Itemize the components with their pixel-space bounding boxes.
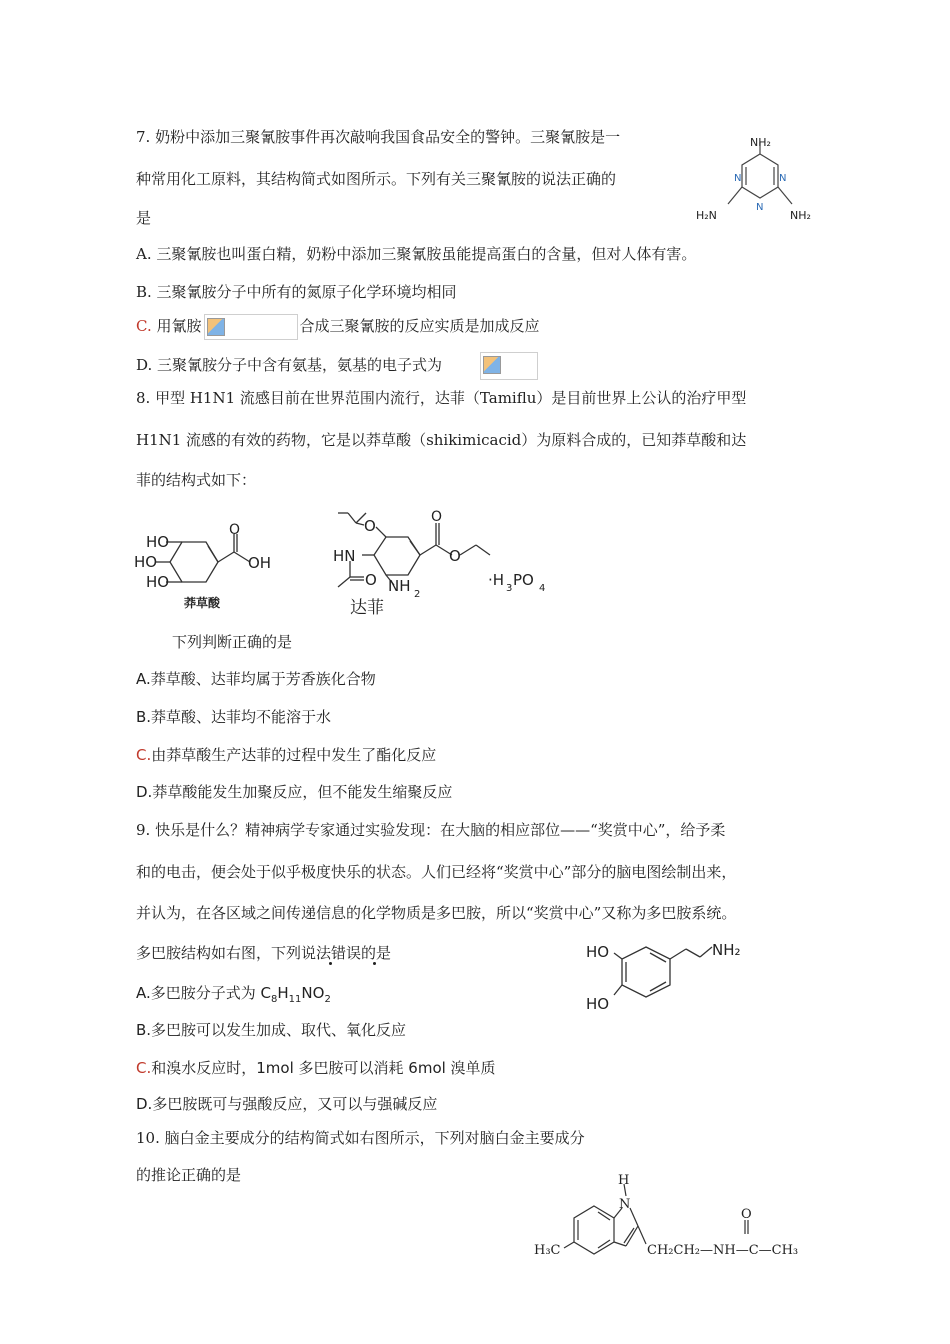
- tamiflu-salt-po: PO: [513, 571, 534, 589]
- melamine-nh2-top: NH₂: [750, 136, 771, 149]
- shikimic-o: O: [229, 522, 241, 538]
- melamine-n-2: N: [779, 173, 787, 184]
- q9-sub-11: 11: [288, 994, 302, 1005]
- q7-option-d-text: D. 三聚氰胺分子中含有氨基，氨基的电子式为: [136, 356, 443, 374]
- q9-h: H: [277, 984, 289, 1002]
- q7-option-b: B. 三聚氰胺分子中所有的氮原子化学环境均相同: [136, 283, 457, 301]
- melatonin-chain: CH₂CH₂—NH—C—CH₃: [647, 1243, 799, 1258]
- shikimic-oh: OH: [248, 554, 272, 572]
- q8-option-b: B.莽草酸、达菲均不能溶于水: [136, 708, 332, 726]
- q9-option-b: B.多巴胺可以发生加成、取代、氧化反应: [136, 1021, 407, 1039]
- q8-option-c: [136, 745, 436, 765]
- emphasis-dot: [373, 962, 376, 965]
- q10-stem-line-1: 10. 脑白金主要成分的结构简式如右图所示，下列对脑白金主要成分: [136, 1129, 585, 1147]
- shikimic-ho-2: HO: [134, 553, 158, 571]
- q8-stem-line-3: 菲的结构式如下：: [136, 471, 257, 489]
- tamiflu-caption: 达菲: [350, 598, 384, 618]
- q9-option-c-letter: C.: [136, 1059, 152, 1077]
- tamiflu-structure: [330, 505, 570, 620]
- tamiflu-hn: HN: [333, 547, 356, 565]
- emphasis-dot: [329, 962, 332, 965]
- q9-option-a-pre: A.多巴胺分子式为 C: [136, 984, 272, 1002]
- q7-option-c-post: 合成三聚氰胺的反应实质是加成反应: [299, 317, 540, 335]
- q8-option-d: D.莽草酸能发生加聚反应，但不能发生缩聚反应: [136, 783, 453, 801]
- q8-option-c-text: 由莽草酸生产达菲的过程中发生了酯化反应: [151, 746, 437, 764]
- broken-image-icon: [480, 352, 538, 380]
- tamiflu-salt-h: ·H: [488, 571, 505, 589]
- dopamine-nh2: NH₂: [712, 941, 741, 959]
- broken-image-icon: [204, 314, 298, 340]
- q9-option-a: [136, 983, 331, 1010]
- shikimic-ho-1: HO: [146, 533, 170, 551]
- q8-prompt: 下列判断正确的是: [172, 633, 293, 651]
- tamiflu-salt-3: 3: [506, 583, 513, 594]
- melatonin-n: N: [619, 1197, 631, 1212]
- tamiflu-salt-4: 4: [539, 583, 546, 594]
- tamiflu-nh-sub: 2: [414, 589, 421, 600]
- tamiflu-o-ester: O: [449, 547, 461, 565]
- dopamine-structure: [580, 935, 760, 1020]
- melatonin-structure: [530, 1168, 800, 1268]
- q8-option-a: A.莽草酸、达菲均属于芳香族化合物: [136, 670, 376, 688]
- tamiflu-nh: NH: [388, 577, 411, 595]
- melatonin-h: H: [618, 1173, 630, 1188]
- q10-stem-line-2: 的推论正确的是: [136, 1166, 242, 1184]
- q7-option-d: [136, 352, 540, 380]
- tamiflu-o-carbonyl: O: [431, 509, 443, 525]
- melamine-structure: [690, 132, 820, 232]
- dopamine-ho-1: HO: [586, 943, 610, 961]
- q7-option-a: A. 三聚氰胺也叫蛋白精，奶粉中添加三聚氰胺虽能提高蛋白的含量，但对人体有害。: [136, 245, 697, 263]
- q9-option-c-text: 和溴水反应时，1mol 多巴胺可以消耗 6mol 溴单质: [151, 1059, 496, 1077]
- q7-stem-line-3: 是: [136, 209, 152, 227]
- q7-option-c-letter: C.: [136, 317, 152, 335]
- q7-option-c-pre: 用氰胺: [151, 317, 202, 335]
- q8-stem-line-2: H1N1 流感的有效的药物，它是以莽草酸（shikimicacid）为原料合成的，已知莽草酸和达: [136, 431, 747, 449]
- q9-stem-line-3: 并认为，在各区域之间传递信息的化学物质是多巴胺，所以“奖赏中心”又称为多巴胺系统。: [136, 904, 737, 922]
- melatonin-h3c: H₃C: [534, 1243, 561, 1258]
- q9-stem-line-2: 和的电击，便会处于似乎极度快乐的状态。人们已经将“奖赏中心”部分的脑电图绘制出来，: [136, 863, 737, 881]
- q8-stem-line-1: 8. 甲型 H1N1 流感目前在世界范围内流行，达菲（Tamiflu）是目前世界上公认的治疗甲型: [136, 389, 747, 407]
- q9-sub-2: 2: [324, 994, 331, 1005]
- q9-no: NO: [301, 984, 325, 1002]
- q7-option-c: [136, 314, 540, 340]
- dopamine-ho-2: HO: [586, 995, 610, 1013]
- melamine-h2n-left: H₂N: [696, 209, 717, 222]
- q9-option-d: D.多巴胺既可与强酸反应，又可以与强碱反应: [136, 1095, 438, 1113]
- q9-sub-8: 8: [271, 994, 278, 1005]
- tamiflu-o-ether: O: [364, 517, 376, 535]
- q9-stem-line-4: 多巴胺结构如右图，下列说法错误的是: [136, 944, 392, 962]
- shikimic-ho-3: HO: [146, 573, 170, 591]
- q9-option-c: [136, 1058, 496, 1078]
- shikimic-acid-structure: [130, 520, 290, 620]
- tamiflu-o-amide: O: [365, 571, 377, 589]
- melamine-nh2-right: NH₂: [790, 209, 811, 222]
- q9-stem-line-1: 9. 快乐是什么？精神病学专家通过实验发现：在大脑的相应部位——“奖赏中心”，给予柔: [136, 821, 726, 839]
- melamine-n-3: N: [756, 202, 764, 213]
- melamine-n-1: N: [734, 173, 742, 184]
- shikimic-caption: 莽草酸: [184, 596, 221, 610]
- q7-stem-line-2: 种常用化工原料，其结构简式如图所示。下列有关三聚氰胺的说法正确的: [136, 170, 617, 188]
- melatonin-o: O: [741, 1207, 752, 1222]
- q7-stem-line-1: 7. 奶粉中添加三聚氰胺事件再次敲响我国食品安全的警钟。三聚氰胺是一: [136, 128, 621, 146]
- q8-option-c-letter: C.: [136, 746, 152, 764]
